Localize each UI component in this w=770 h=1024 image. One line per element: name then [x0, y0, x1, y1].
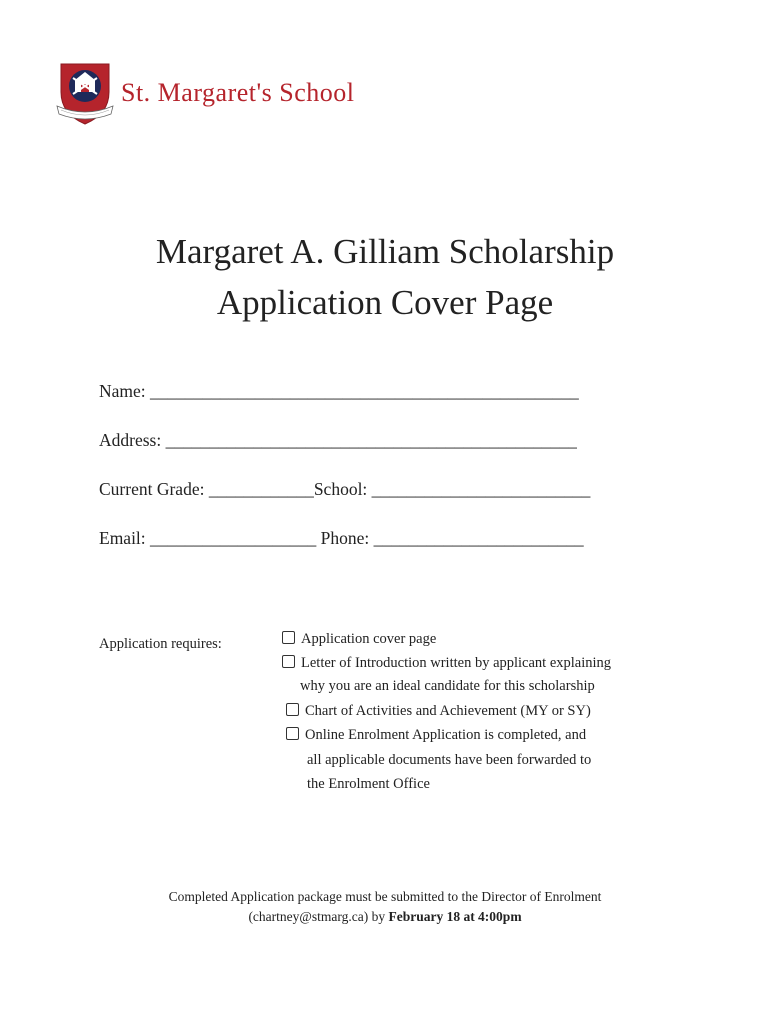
requirement-item: Application cover page [282, 631, 436, 648]
document-subtitle: Application Cover Page [216, 283, 554, 322]
requirement-item-continued: all applicable documents have been forwarded to [307, 752, 592, 768]
checkbox[interactable] [286, 727, 299, 740]
requirement-item-continued: the Enrolment Office [307, 776, 430, 792]
checkbox[interactable] [286, 703, 299, 716]
requirement-item-continued: why you are an ideal candidate for this scholarship [300, 678, 595, 694]
name-field[interactable]: Name: _________________________________________________ [99, 381, 579, 401]
requirement-item: Letter of Introduction written by applicant explaining [282, 655, 611, 672]
document-title: Margaret A. Gilliam Scholarship [155, 232, 615, 271]
school-logo [55, 58, 385, 128]
requirement-item: Chart of Activities and Achievement (MY or SY) [286, 703, 591, 720]
checkbox[interactable] [282, 655, 295, 668]
grade-school-field[interactable]: Current Grade: ____________School: _________________________ [99, 479, 591, 499]
submission-deadline: (chartney@stmarg.ca) by February 18 at 4:00pm [248, 909, 522, 924]
submission-note: Completed Application package must be submitted to the Director of Enrolment [168, 889, 602, 904]
requirements-label: Application requires: [99, 636, 222, 652]
requirement-item: Online Enrolment Application is completed, and [286, 727, 586, 744]
email-phone-field[interactable]: Email: ___________________ Phone: ________________________ [99, 528, 584, 548]
school-crest-icon [55, 58, 115, 128]
address-field[interactable]: Address: _______________________________________________ [99, 430, 577, 450]
deadline-date: February 18 at 4:00pm [388, 909, 522, 924]
school-name: St. Margaret's School [121, 78, 355, 107]
checkbox[interactable] [282, 631, 295, 644]
